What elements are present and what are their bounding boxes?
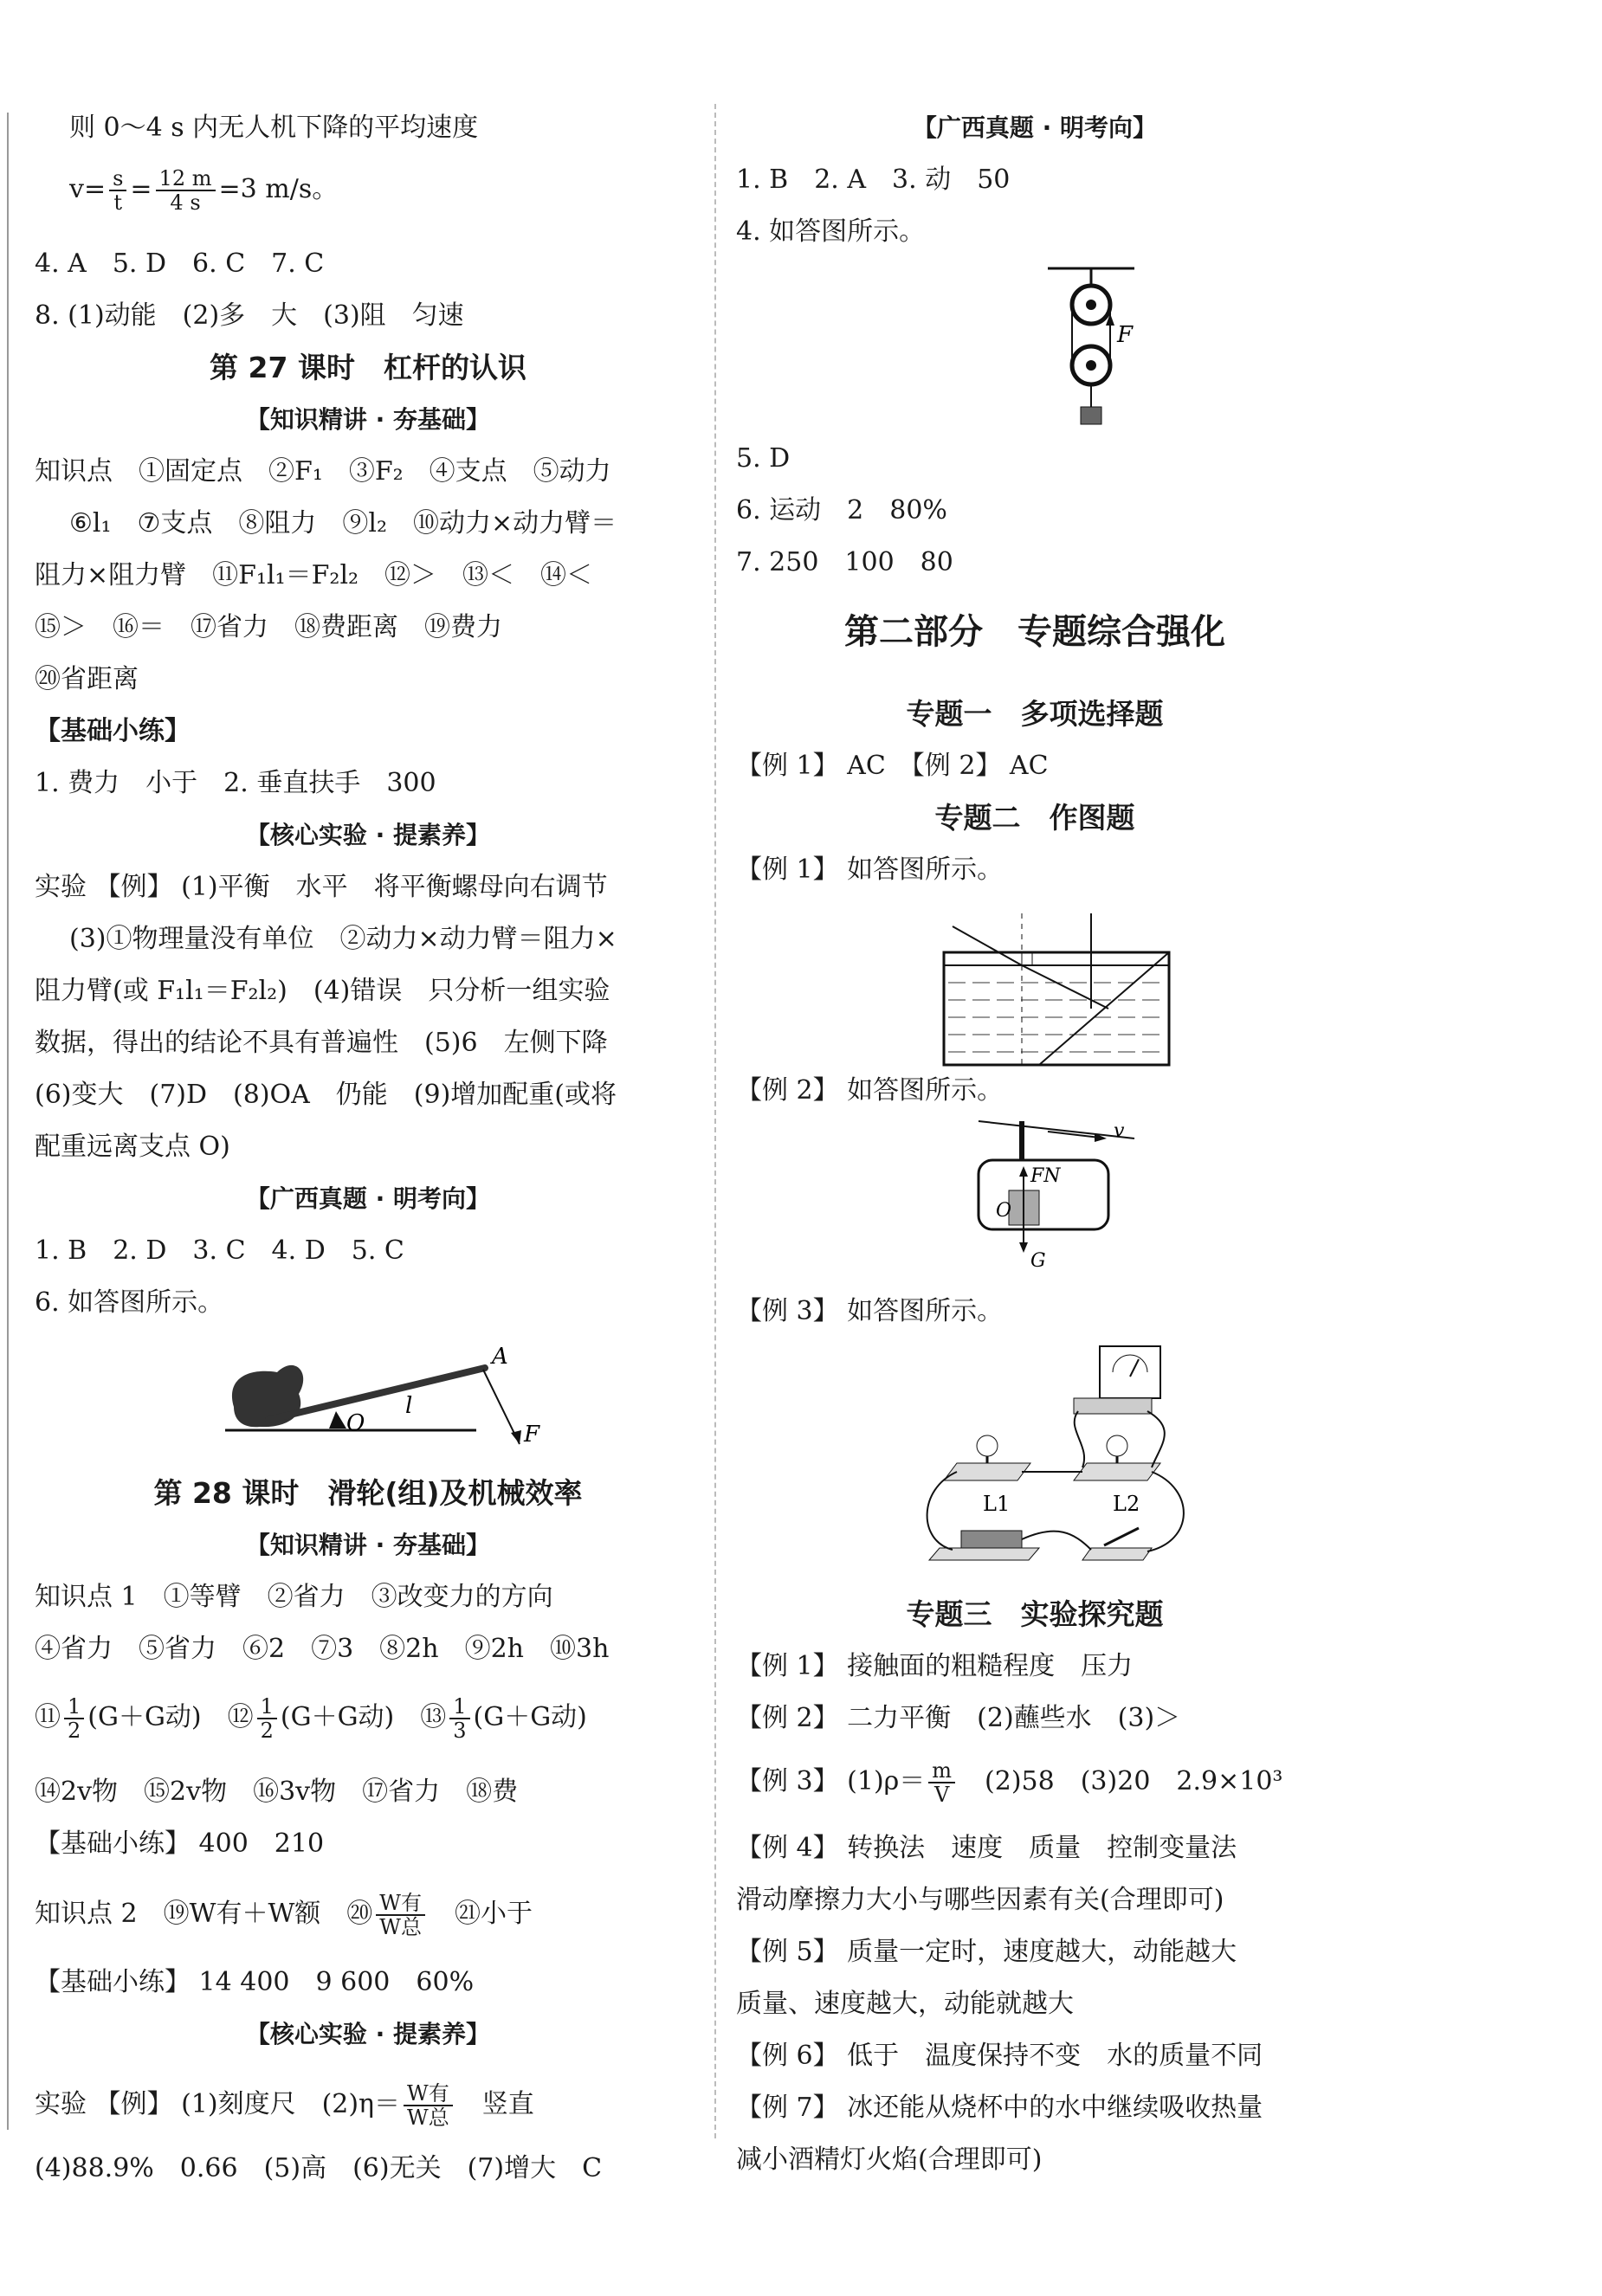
text-line: 实验 【例】 (1)平衡 水平 将平衡螺母向右调节 xyxy=(35,872,608,902)
text-line: 阻力臂(或 F₁l₁＝F₂l₂) (4)错误 只分析一组实验 xyxy=(35,976,610,1006)
velocity-formula xyxy=(35,167,338,214)
normal-force-arrowhead xyxy=(1019,1166,1028,1177)
text-line: 阻力×阻力臂 ⑪F₁l₁＝F₂l₂ ⑫＞ ⑬＜ ⑭＜ xyxy=(35,560,593,590)
wire xyxy=(1075,1411,1084,1467)
formula-part: 【例 3】 (1)ρ＝ xyxy=(736,1766,926,1796)
part-two-title: 第二部分 专题综合强化 xyxy=(844,612,1225,652)
fraction-den: W总 xyxy=(379,1915,422,1939)
fraction-num: 12 m xyxy=(156,167,216,191)
fraction-num: W有 xyxy=(404,2082,453,2106)
text-line: ⑥l₁ ⑦支点 ⑧阻力 ⑨l₂ ⑩动力×动力臂＝ xyxy=(69,508,617,539)
section-heading: 【知识精讲 · 夯基础】 xyxy=(245,1531,491,1559)
section-heading: 【知识精讲 · 夯基础】 xyxy=(245,405,491,434)
topic-1-title: 专题一 多项选择题 xyxy=(906,697,1164,731)
battery xyxy=(961,1531,1022,1548)
label-o: O xyxy=(996,1200,1012,1222)
fraction-num: m xyxy=(928,1759,955,1783)
answer-line: 【例 1】 AC 【例 2】 AC xyxy=(736,751,1049,781)
voltmeter-base xyxy=(1074,1398,1152,1414)
text-line: ④省力 ⑤省力 ⑥2 ⑦3 ⑧2h ⑨2h ⑩3h xyxy=(35,1634,610,1664)
formula-part: 知识点 2 ⑲W有＋W额 ⑳ xyxy=(35,1899,373,1929)
fraction-den: W总 xyxy=(407,2106,449,2130)
text-line: 滑动摩擦力大小与哪些因素有关(合理即可) xyxy=(736,1885,1224,1915)
text-line: 【例 1】 如答图所示。 xyxy=(736,855,1004,885)
fraction-den: V xyxy=(934,1783,950,1807)
answer-line: 4. A 5. D 6. C 7. C xyxy=(35,248,325,279)
fraction xyxy=(376,1892,425,1938)
lamp-2-bulb xyxy=(1107,1435,1127,1456)
fraction-den: 4 s xyxy=(170,190,201,215)
text-line: ⑮＞ ⑯＝ ⑰省力 ⑱费距离 ⑲费力 xyxy=(35,612,502,642)
label-g: G xyxy=(1030,1250,1046,1272)
formula-part: (G＋G动) ⑫ xyxy=(87,1702,254,1732)
text-line: 数据，得出的结论不具有普遍性 (5)6 左侧下降 xyxy=(35,1028,608,1058)
mirror-line xyxy=(1039,952,1169,1065)
battery-base xyxy=(929,1548,1039,1560)
formula-part: =3 m/s。 xyxy=(218,174,339,204)
text-line: ⑳省距离 xyxy=(35,664,139,694)
movable-pulley-axle xyxy=(1086,360,1096,371)
fraction-num: 1 xyxy=(64,1695,84,1719)
fraction xyxy=(156,167,216,214)
fraction-line xyxy=(35,1695,587,1742)
fraction-line xyxy=(736,1759,1282,1806)
text-line: 【例 3】 如答图所示。 xyxy=(736,1296,1004,1326)
fraction-num: 1 xyxy=(449,1695,469,1719)
label-l1: L1 xyxy=(983,1492,1011,1516)
lever-diagram xyxy=(216,1333,580,1446)
label-l: l xyxy=(405,1393,413,1419)
formula-part: (G＋G动) ⑬ xyxy=(280,1702,447,1732)
pulley-diagram xyxy=(1039,260,1143,433)
text-line: 1. 费力 小于 2. 垂直扶手 300 xyxy=(35,768,436,798)
incident-ray xyxy=(953,926,1022,965)
answer-line: 6. 运动 2 80% xyxy=(736,495,947,526)
lamp-1-bulb xyxy=(977,1435,998,1456)
wire xyxy=(1022,1532,1091,1550)
wire xyxy=(1147,1472,1184,1551)
formula-part: ㉑小于 xyxy=(428,1899,533,1929)
text-line: 知识点 1 ①等臂 ②省力 ③改变力的方向 xyxy=(35,1582,553,1612)
label-o: O xyxy=(346,1410,365,1436)
answer-line: 1. B 2. D 3. C 4. D 5. C xyxy=(35,1235,404,1266)
right-angle-mark xyxy=(1022,953,1032,965)
text-line: 【例 1】 接触面的粗糙程度 压力 xyxy=(736,1651,1134,1681)
formula-part: = xyxy=(130,174,152,204)
label-v: v xyxy=(1114,1120,1125,1142)
switch-lever xyxy=(1104,1528,1139,1545)
page-edge-line xyxy=(7,113,9,2130)
fulcrum-triangle xyxy=(329,1411,346,1429)
circuit-diagram xyxy=(918,1333,1204,1576)
label-f: F xyxy=(1117,322,1134,348)
topic-2-title: 专题二 作图题 xyxy=(934,801,1135,835)
water-tank xyxy=(944,952,1169,1065)
text-line: 【例 6】 低于 温度保持不变 水的质量不同 xyxy=(736,2041,1263,2071)
answer-line: 7. 250 100 80 xyxy=(736,547,953,577)
fraction-den: t xyxy=(113,190,123,215)
fraction-den: 2 xyxy=(68,1719,81,1743)
text-line: 【例 7】 冰还能从烧杯中的水中继续吸收热量 xyxy=(736,2093,1263,2123)
fraction xyxy=(404,2082,453,2129)
wire xyxy=(1147,1411,1165,1467)
text-line: 6. 如答图所示。 xyxy=(35,1287,224,1318)
fraction-num: 1 xyxy=(257,1695,277,1719)
formula-part: 实验 【例】 (1)刻度尺 (2)η＝ xyxy=(35,2089,401,2119)
topic-3-title: 专题三 实验探究题 xyxy=(906,1597,1164,1631)
formula-part: v= xyxy=(69,174,107,204)
refraction-diagram xyxy=(909,896,1186,1069)
text-line: 【基础小练】 400 210 xyxy=(35,1828,325,1859)
section-heading: 【广西真题 · 明考向】 xyxy=(912,113,1158,142)
fraction-den: 3 xyxy=(453,1719,467,1743)
fraction xyxy=(64,1695,84,1742)
fraction xyxy=(109,167,126,214)
subsection-label: 【基础小练】 xyxy=(35,716,191,746)
section-heading: 【核心实验 · 提素养】 xyxy=(245,821,491,849)
lesson-28-title: 第 28 课时 滑轮(组)及机械效率 xyxy=(153,1476,583,1510)
load-block xyxy=(1081,407,1101,424)
text-line: 4. 如答图所示。 xyxy=(736,216,926,247)
voltmeter xyxy=(1100,1346,1160,1398)
text-line: 【例 2】 如答图所示。 xyxy=(736,1075,1004,1106)
fraction xyxy=(928,1759,955,1806)
text-line: 知识点 ①固定点 ②F₁ ③F₂ ④支点 ⑤动力 xyxy=(35,456,611,487)
text-line: 【例 4】 转换法 速度 质量 控制变量法 xyxy=(736,1833,1237,1863)
label-fn: FN xyxy=(1030,1165,1061,1187)
text-line: 【基础小练】 14 400 9 600 60% xyxy=(35,1967,475,1997)
fraction-num: W有 xyxy=(376,1892,425,1916)
fixed-pulley-axle xyxy=(1086,300,1096,310)
lesson-27-title: 第 27 课时 杠杆的认识 xyxy=(210,351,526,384)
wire xyxy=(927,1472,957,1550)
refracted-ray xyxy=(1022,965,1108,1009)
label-f: F xyxy=(524,1422,540,1446)
text-line: 减小酒精灯火焰(合理即可) xyxy=(736,2144,1043,2175)
switch-base xyxy=(1082,1548,1152,1560)
text-line: 【例 5】 质量一定时，速度越大，动能越大 xyxy=(736,1937,1237,1967)
answer-line: 8. (1)动能 (2)多 大 (3)阻 匀速 xyxy=(35,300,464,331)
fraction-line xyxy=(35,1892,533,1938)
answer-line: 1. B 2. A 3. 动 50 xyxy=(736,164,1011,195)
force-arrowhead xyxy=(511,1430,521,1444)
answer-line: 5. D xyxy=(736,443,791,474)
text-line: 配重远离支点 O) xyxy=(35,1132,230,1162)
text-line: 质量、速度越大，动能就越大 xyxy=(736,1989,1074,2019)
section-heading: 【核心实验 · 提素养】 xyxy=(245,2020,491,2048)
fraction xyxy=(257,1695,277,1742)
formula-part: ⑪ xyxy=(35,1702,61,1732)
label-l2: L2 xyxy=(1113,1492,1140,1516)
fraction-den: 2 xyxy=(260,1719,274,1743)
lamp-2-base xyxy=(1074,1463,1160,1480)
fraction xyxy=(449,1695,469,1742)
text-line: (4)88.9% 0.66 (5)高 (6)无关 (7)增大 C xyxy=(35,2153,603,2183)
text-line: (3)①物理量没有单位 ②动力×动力臂＝阻力× xyxy=(69,924,617,954)
fraction-line xyxy=(35,2082,534,2129)
gravity-arrowhead xyxy=(1019,1242,1028,1253)
section-heading: 【广西真题 · 明考向】 xyxy=(245,1184,491,1213)
formula-part: 竖直 xyxy=(455,2089,534,2119)
label-a: A xyxy=(492,1344,508,1370)
formula-part: (2)58 (3)20 2.9×10³ xyxy=(959,1766,1283,1796)
rail-line xyxy=(979,1121,1134,1138)
text-line: 则 0～4 s 内无人机下降的平均速度 xyxy=(69,113,479,143)
column-divider xyxy=(714,104,716,2138)
text-line: (6)变大 (7)D (8)OA 仍能 (9)增加配重(或将 xyxy=(35,1080,617,1110)
force-diagram xyxy=(970,1113,1160,1277)
text-line: ⑭2v物 ⑮2v物 ⑯3v物 ⑰省力 ⑱费 xyxy=(35,1777,519,1807)
formula-part: (G＋G动) xyxy=(473,1702,587,1732)
fraction-num: s xyxy=(109,167,126,191)
text-line: 【例 2】 二力平衡 (2)蘸些水 (3)＞ xyxy=(736,1703,1181,1733)
